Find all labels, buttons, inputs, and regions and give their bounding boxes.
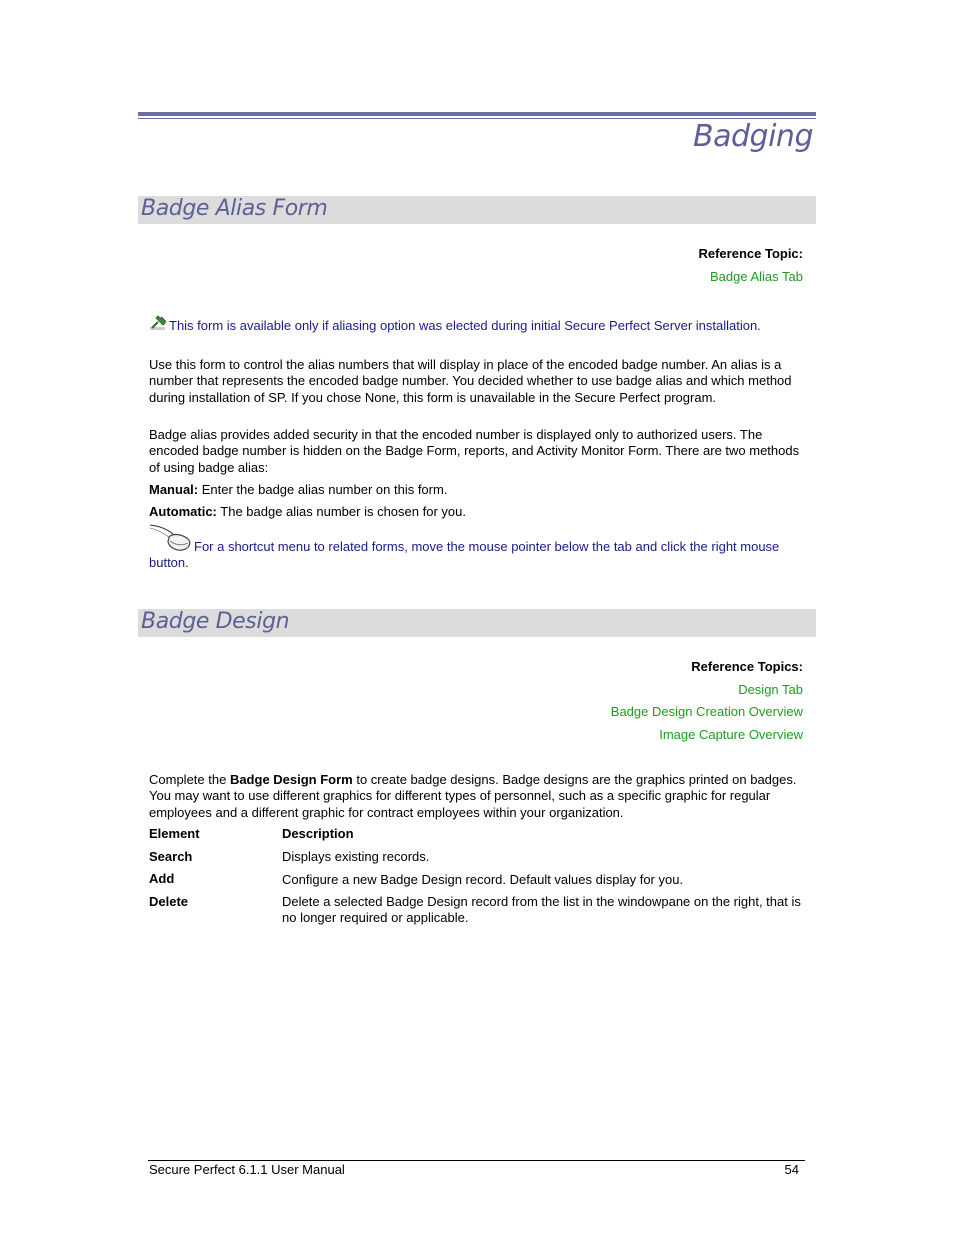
table-header-description: Description bbox=[282, 826, 354, 841]
alias-paragraph-1: Use this form to control the alias numbers that will display in place of the encoded badge number. An alias is a number that represents the encoded badge number. You decided whether to use badge alias and which method during installation of SP. If you chose None, this form is unavailable in the Secure Perfect program. bbox=[149, 357, 792, 405]
reference-topics-label: Reference Topics: bbox=[691, 659, 803, 674]
footer-page-number: 54 bbox=[784, 1162, 799, 1177]
table-row-element: Search bbox=[149, 849, 193, 864]
pushpin-note-icon bbox=[149, 315, 169, 331]
alias-paragraph-2: Badge alias provides added security in that the encoded number is displayed only to authorized users. The encoded badge number is hidden on the Badge Form, reports, and Activity Monitor Form. There are two methods of using badge alias: bbox=[149, 427, 800, 475]
reference-link-badge-alias-tab[interactable]: Badge Alias Tab bbox=[710, 269, 803, 284]
tip-paragraph: For a shortcut menu to related forms, move the mouse pointer below the tab and click the right mouse button. bbox=[149, 539, 780, 571]
table-header-element: Element bbox=[149, 826, 200, 841]
table-row-description: Delete a selected Badge Design record from the list in the windowpane on the right, that is no longer required or applicable. bbox=[282, 894, 801, 926]
table-row-description: Displays existing records. bbox=[282, 849, 430, 864]
reference-link-badge-design-creation[interactable]: Badge Design Creation Overview bbox=[610, 704, 803, 719]
badge-design-intro: Complete the Badge Design Form to create badge designs. Badge designs are the graphics printed on badges. You may want to use different graphics for different types of personnel, such as a specific graphic for regular employees and a different graphic for contract employees within your organization. bbox=[149, 772, 797, 820]
chapter-title: Badging bbox=[693, 119, 813, 154]
footer-rule bbox=[148, 1160, 805, 1161]
method-automatic: Automatic: The badge alias number is chosen for you. bbox=[149, 504, 466, 519]
method-manual: Manual: Enter the badge alias number on this form. bbox=[149, 482, 448, 497]
footer-manual-title: Secure Perfect 6.1.1 User Manual bbox=[149, 1162, 345, 1177]
reference-label: Reference Topic: bbox=[698, 246, 803, 261]
reference-link-image-capture[interactable]: Image Capture Overview bbox=[659, 727, 803, 742]
note-paragraph: This form is available only if aliasing option was elected during initial Secure Perfect Server installation. bbox=[149, 315, 801, 334]
table-row-description: Configure a new Badge Design record. Default values display for you. bbox=[282, 872, 684, 887]
reference-link-design-tab[interactable]: Design Tab bbox=[738, 682, 803, 697]
section-title-badge-alias: Badge Alias Form bbox=[141, 196, 328, 221]
chapter-rule-thick bbox=[138, 112, 816, 116]
section-title-badge-design: Badge Design bbox=[141, 609, 290, 634]
table-row-element: Delete bbox=[149, 894, 189, 909]
table-row-element: Add bbox=[149, 871, 175, 886]
